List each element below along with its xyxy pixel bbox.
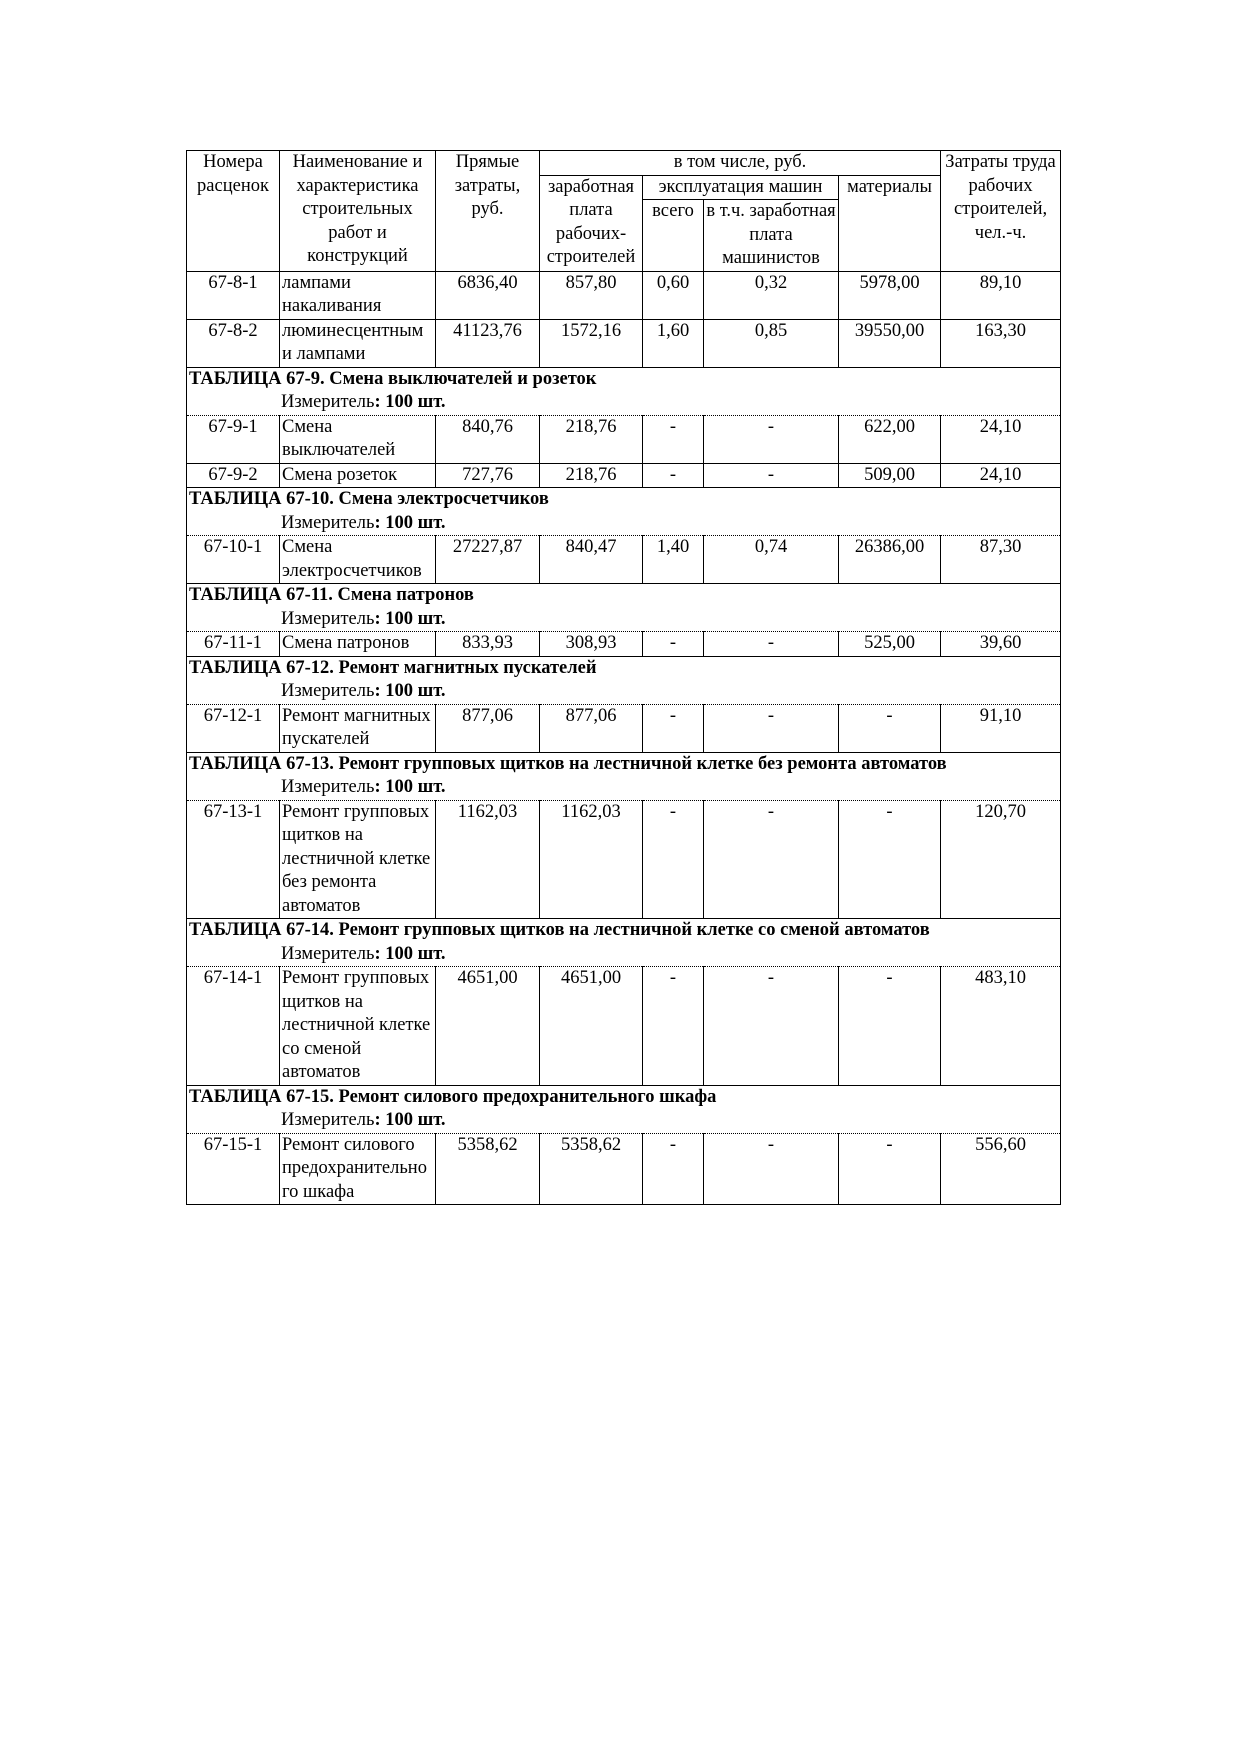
cell-direct: 833,93 <box>436 632 540 657</box>
cell-mach-total: 0,60 <box>643 271 704 319</box>
section-unit <box>187 1109 1061 1133</box>
table-row <box>187 704 1061 752</box>
cell-labor: 91,10 <box>941 704 1061 752</box>
cell-wage: 877,06 <box>540 704 643 752</box>
section-unit-row <box>187 391 1061 415</box>
unit-label: Измеритель <box>281 512 375 533</box>
section-unit <box>187 680 1061 704</box>
section-unit <box>187 608 1061 632</box>
cell-labor: 39,60 <box>941 632 1061 657</box>
cell-name: лампами накаливания <box>280 271 436 319</box>
section-unit-row <box>187 680 1061 704</box>
cell-mach-total: - <box>643 632 704 657</box>
cell-mach-total: 1,40 <box>643 536 704 584</box>
cell-code: 67-11-1 <box>187 632 280 657</box>
cell-direct: 1162,03 <box>436 800 540 919</box>
unit-value: : 100 шт. <box>374 943 446 964</box>
section-title: ТАБЛИЦА 67-9. Смена выключателей и розеток <box>187 367 1061 391</box>
header-materials: материалы <box>839 175 941 271</box>
cell-materials: 509,00 <box>839 463 941 488</box>
cell-mach-total: - <box>643 1133 704 1205</box>
cell-mach-wage: - <box>704 415 839 463</box>
unit-label: Измеритель <box>281 608 375 629</box>
header-machine: эксплуатация машин <box>643 175 839 200</box>
cell-code: 67-13-1 <box>187 800 280 919</box>
cell-name: Смена выключателей <box>280 415 436 463</box>
cell-mach-wage: 0,85 <box>704 319 839 367</box>
cell-materials: - <box>839 800 941 919</box>
table-row <box>187 463 1061 488</box>
unit-value: : 100 шт. <box>374 681 446 701</box>
header-code: Номера расценок <box>187 151 280 272</box>
cell-mach-wage: - <box>704 967 839 1086</box>
cell-direct: 41123,76 <box>436 319 540 367</box>
table-body <box>187 271 1061 1205</box>
unit-label: Измеритель <box>281 1110 375 1130</box>
cell-mach-wage: - <box>704 632 839 657</box>
cell-code: 67-8-2 <box>187 319 280 367</box>
cell-labor: 89,10 <box>941 271 1061 319</box>
cell-code: 67-10-1 <box>187 536 280 584</box>
cell-name: Ремонт групповых щитков на лестничной клетке со сменой автоматов <box>280 967 436 1086</box>
cell-wage: 1572,16 <box>540 319 643 367</box>
header-wage: заработная плата рабочих-строителей <box>540 175 643 271</box>
cell-labor: 24,10 <box>941 463 1061 488</box>
cell-direct: 5358,62 <box>436 1133 540 1205</box>
header-mach-wage: в т.ч. заработная плата машинистов <box>704 200 839 272</box>
table-row <box>187 271 1061 319</box>
section-title-row <box>187 584 1061 608</box>
cell-mach-wage: - <box>704 463 839 488</box>
price-document <box>186 150 1060 1205</box>
unit-label: Измеритель <box>281 392 375 412</box>
unit-label: Измеритель <box>281 943 375 964</box>
cell-mach-wage: - <box>704 704 839 752</box>
section-title: ТАБЛИЦА 67-14. Ремонт групповых щитков на лестничной клетке со сменой автоматов <box>187 919 1061 943</box>
unit-value: : 100 шт. <box>374 777 446 797</box>
header-labor: Затраты труда рабочих строителей, чел.-ч. <box>941 151 1061 272</box>
cell-name: Смена розеток <box>280 463 436 488</box>
unit-label: Измеритель <box>281 681 375 701</box>
cell-mach-wage: 0,74 <box>704 536 839 584</box>
cell-name: Ремонт магнитных пускателей <box>280 704 436 752</box>
table-row <box>187 632 1061 657</box>
section-title-row <box>187 367 1061 391</box>
cell-name: Ремонт групповых щитков на лестничной клетке без ремонта автоматов <box>280 800 436 919</box>
cell-materials: 26386,00 <box>839 536 941 584</box>
unit-value: : 100 шт. <box>374 1110 446 1130</box>
cell-name: Ремонт силового предохранительного шкафа <box>280 1133 436 1205</box>
table-row <box>187 415 1061 463</box>
section-title-row <box>187 656 1061 680</box>
cell-labor: 556,60 <box>941 1133 1061 1205</box>
header-name: Наименование и характеристика строительных работ и конструкций <box>280 151 436 272</box>
cell-code: 67-14-1 <box>187 967 280 1086</box>
table-row <box>187 967 1061 1086</box>
cell-wage: 857,80 <box>540 271 643 319</box>
section-title-row <box>187 752 1061 776</box>
section-unit-row <box>187 776 1061 800</box>
cell-wage: 4651,00 <box>540 967 643 1086</box>
section-unit-row <box>187 512 1061 536</box>
cell-code: 67-9-1 <box>187 415 280 463</box>
cell-direct: 27227,87 <box>436 536 540 584</box>
section-title: ТАБЛИЦА 67-12. Ремонт магнитных пускателей <box>187 656 1061 680</box>
unit-value: : 100 шт. <box>374 392 446 412</box>
table-row <box>187 800 1061 919</box>
cell-materials: 39550,00 <box>839 319 941 367</box>
cell-name: Смена патронов <box>280 632 436 657</box>
cell-mach-total: - <box>643 704 704 752</box>
cell-direct: 6836,40 <box>436 271 540 319</box>
cell-name: Смена электросчетчиков <box>280 536 436 584</box>
section-unit-row <box>187 608 1061 632</box>
cell-wage: 5358,62 <box>540 1133 643 1205</box>
section-unit <box>187 776 1061 800</box>
cell-code: 67-12-1 <box>187 704 280 752</box>
table-row <box>187 1133 1061 1205</box>
cell-materials: 525,00 <box>839 632 941 657</box>
cell-direct: 4651,00 <box>436 967 540 1086</box>
header-incl: в том числе, руб. <box>540 151 941 176</box>
cell-materials: - <box>839 704 941 752</box>
cell-labor: 120,70 <box>941 800 1061 919</box>
section-unit-row <box>187 1109 1061 1133</box>
section-title: ТАБЛИЦА 67-15. Ремонт силового предохранительного шкафа <box>187 1085 1061 1109</box>
cell-labor: 24,10 <box>941 415 1061 463</box>
cell-wage: 1162,03 <box>540 800 643 919</box>
header-direct: Прямые затраты, руб. <box>436 151 540 272</box>
cell-direct: 877,06 <box>436 704 540 752</box>
section-title-row <box>187 1085 1061 1109</box>
cell-labor: 87,30 <box>941 536 1061 584</box>
cell-code: 67-15-1 <box>187 1133 280 1205</box>
cell-wage: 218,76 <box>540 463 643 488</box>
cell-direct: 840,76 <box>436 415 540 463</box>
cell-mach-total: - <box>643 967 704 1086</box>
unit-value: : 100 шт. <box>374 512 446 533</box>
section-title: ТАБЛИЦА 67-10. Смена электросчетчиков <box>187 488 1061 512</box>
section-unit <box>187 391 1061 415</box>
cell-mach-total: 1,60 <box>643 319 704 367</box>
cell-direct: 727,76 <box>436 463 540 488</box>
table-row <box>187 319 1061 367</box>
table-header <box>187 151 1061 272</box>
section-unit-row <box>187 943 1061 967</box>
cell-mach-total: - <box>643 800 704 919</box>
section-title: ТАБЛИЦА 67-13. Ремонт групповых щитков на лестничной клетке без ремонта автоматов <box>187 752 1061 776</box>
cell-mach-wage: - <box>704 1133 839 1205</box>
unit-label: Измеритель <box>281 777 375 797</box>
cell-materials: - <box>839 967 941 1086</box>
section-unit <box>187 512 1061 536</box>
cell-labor: 163,30 <box>941 319 1061 367</box>
cell-wage: 840,47 <box>540 536 643 584</box>
section-unit <box>187 943 1061 967</box>
cell-wage: 218,76 <box>540 415 643 463</box>
cell-mach-total: - <box>643 415 704 463</box>
cell-wage: 308,93 <box>540 632 643 657</box>
cell-materials: 5978,00 <box>839 271 941 319</box>
cell-mach-wage: 0,32 <box>704 271 839 319</box>
cell-materials: 622,00 <box>839 415 941 463</box>
cell-code: 67-8-1 <box>187 271 280 319</box>
cell-mach-total: - <box>643 463 704 488</box>
section-title: ТАБЛИЦА 67-11. Смена патронов <box>187 584 1061 608</box>
price-table <box>186 150 1061 1205</box>
section-title-row <box>187 488 1061 512</box>
header-mach-total: всего <box>643 200 704 272</box>
section-title-row <box>187 919 1061 943</box>
table-row <box>187 536 1061 584</box>
cell-code: 67-9-2 <box>187 463 280 488</box>
cell-labor: 483,10 <box>941 967 1061 1086</box>
cell-mach-wage: - <box>704 800 839 919</box>
cell-name: люминесцентными лампами <box>280 319 436 367</box>
cell-materials: - <box>839 1133 941 1205</box>
unit-value: : 100 шт. <box>374 608 446 629</box>
